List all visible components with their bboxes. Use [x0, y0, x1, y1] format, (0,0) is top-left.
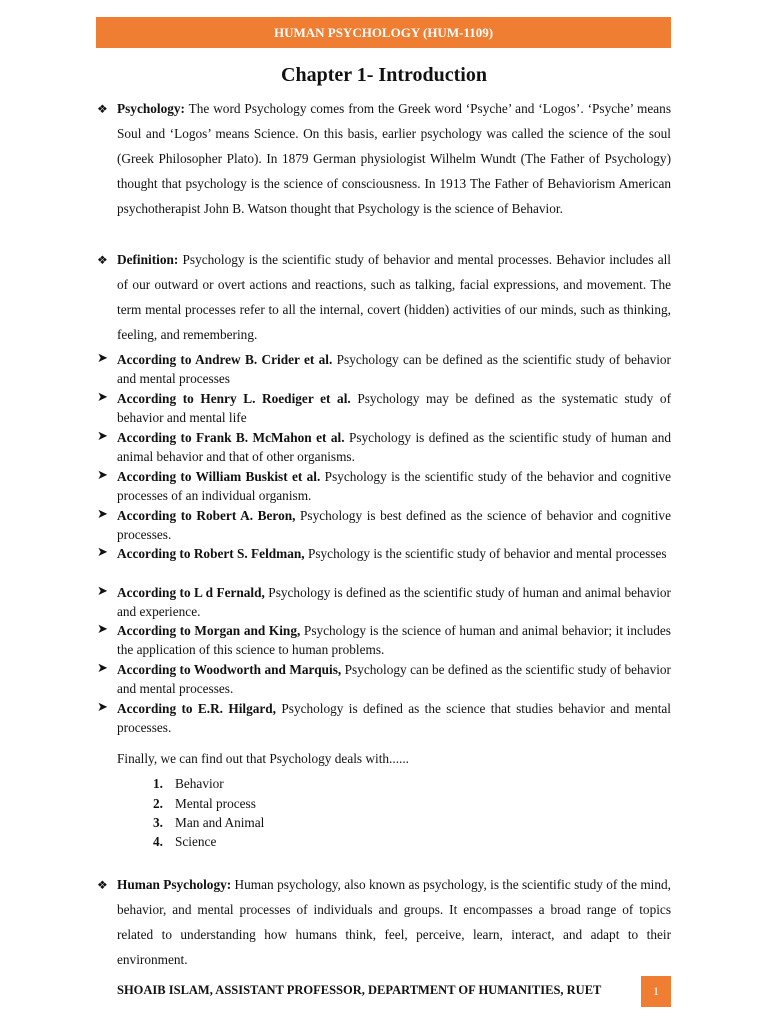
- diamond-bullet-icon: ❖: [97, 878, 108, 892]
- quote-text: Psychology can be defined as the scientific study of behavior and mental processes: [117, 352, 671, 386]
- list-number: 3.: [153, 815, 163, 830]
- quote-text: Psychology is defined as the scientific study of human and animal behavior and that of other organisms.: [117, 430, 671, 464]
- quote-source: According to Frank B. McMahon et al.: [117, 430, 345, 445]
- quote-text: Psychology may be defined as the systematic study of behavior and mental life: [117, 391, 671, 425]
- arrow-bullet-icon: ➤: [97, 583, 108, 598]
- list-label: Man and Animal: [175, 815, 265, 830]
- human-psychology-term: Human Psychology:: [117, 877, 232, 892]
- quote-source: According to Robert A. Beron,: [117, 508, 296, 523]
- quote-item: [117, 428, 671, 466]
- quote-item: [117, 544, 671, 563]
- course-title: HUMAN PSYCHOLOGY (HUM-1109): [273, 24, 494, 40]
- quote-text: Psychology is the scientific study of the behavior and cognitive processes of an individual organism.: [117, 469, 671, 503]
- arrow-bullet-icon: ➤: [97, 389, 108, 404]
- arrow-bullet-icon: ➤: [97, 621, 108, 636]
- quote-text: Psychology is defined as the scientific study of human and animal behavior and experience.: [117, 585, 671, 619]
- quote-source: According to William Buskist et al.: [117, 469, 321, 484]
- quote-source: According to Henry L. Roediger et al.: [117, 391, 351, 406]
- list-number: 2.: [153, 796, 163, 811]
- arrow-bullet-icon: ➤: [97, 467, 108, 482]
- human-psychology-text: Human psychology, also known as psychology, is the scientific study of the mind, behavior, and mental processes of individuals and groups. It encompasses a broad range of topics related to understanding how humans think, feel, perceive, learn, interact, and adapt to their environment.: [117, 877, 671, 967]
- arrow-bullet-icon: ➤: [97, 428, 108, 443]
- chapter-title: Chapter 1- Introduction: [281, 64, 487, 86]
- quote-source: According to L d Fernald,: [117, 585, 265, 600]
- quote-text: Psychology is defined as the science that studies behavior and mental processes.: [117, 701, 671, 735]
- quote-text: Psychology can be defined as the scientific study of behavior and mental processes.: [117, 662, 671, 696]
- quote-text: Psychology is the scientific study of behavior and mental processes: [304, 546, 667, 561]
- list-item: [153, 834, 216, 850]
- psychology-paragraph: [117, 96, 671, 221]
- quote-source: According to Morgan and King,: [117, 623, 301, 638]
- quote-item: [117, 506, 671, 544]
- footer-author: SHOAIB ISLAM, ASSISTANT PROFESSOR, DEPARTMENT OF HUMANITIES, RUET: [117, 983, 602, 997]
- finally-intro: Finally, we can find out that Psychology deals with......: [117, 751, 409, 766]
- quote-source: According to Robert S. Feldman,: [117, 546, 305, 561]
- definition-term: Definition:: [117, 252, 179, 267]
- definition-text: Psychology is the scientific study of behavior and mental processes. Behavior includes all of our outward or overt actions and reactions, such as talking, facial expressions, and movement. The term mental processes refer to all the internal, covert (hidden) activities of our minds, such as thinking, feeling, and remembering.: [117, 252, 671, 342]
- page-number: [641, 976, 671, 1007]
- quote-item: [117, 467, 671, 505]
- list-item: [153, 776, 224, 792]
- quote-source: According to Andrew B. Crider et al.: [117, 352, 333, 367]
- list-item: [153, 815, 264, 831]
- page-header: [96, 17, 671, 48]
- page-number-label: 1: [653, 984, 659, 998]
- quote-item: [117, 660, 671, 698]
- quote-text: Psychology is the science of human and animal behavior; it includes the application of this science to human problems.: [117, 623, 671, 657]
- list-label: Behavior: [175, 776, 224, 791]
- quote-text: Psychology is best defined as the science of behavior and cognitive processes.: [117, 508, 671, 542]
- list-item: [153, 796, 256, 812]
- list-number: 4.: [153, 834, 163, 849]
- list-label: Mental process: [175, 796, 256, 811]
- quote-item: [117, 583, 671, 621]
- arrow-bullet-icon: ➤: [97, 544, 108, 559]
- arrow-bullet-icon: ➤: [97, 699, 108, 714]
- quote-item: [117, 621, 671, 659]
- definition-paragraph: [117, 247, 671, 347]
- arrow-bullet-icon: ➤: [97, 350, 108, 365]
- quote-source: According to Woodworth and Marquis,: [117, 662, 342, 677]
- psychology-term: Psychology:: [117, 101, 185, 116]
- human-psychology-paragraph: [117, 872, 671, 972]
- diamond-bullet-icon: ❖: [97, 102, 108, 116]
- psychology-text: The word Psychology comes from the Greek word ‘Psyche’ and ‘Logos’. ‘Psyche’ means Soul and ‘Logos’ means Science. On this basis, earlier psychology was called the science of the soul (Greek Philosopher Plato). In 1879 German physiologist Wilhelm Wundt (The Father of Psychology) thought that psychology is the science of consciousness. In 1913 The Father of Behaviorism American psychotherapist John B. Watson thought that Psychology is the science of Behavior.: [117, 101, 671, 216]
- arrow-bullet-icon: ➤: [97, 660, 108, 675]
- list-number: 1.: [153, 776, 163, 791]
- quote-item: [117, 699, 671, 737]
- quote-item: [117, 389, 671, 427]
- arrow-bullet-icon: ➤: [97, 506, 108, 521]
- quote-source: According to E.R. Hilgard,: [117, 701, 277, 716]
- list-label: Science: [175, 834, 217, 849]
- quote-item: [117, 350, 671, 388]
- diamond-bullet-icon: ❖: [97, 253, 108, 267]
